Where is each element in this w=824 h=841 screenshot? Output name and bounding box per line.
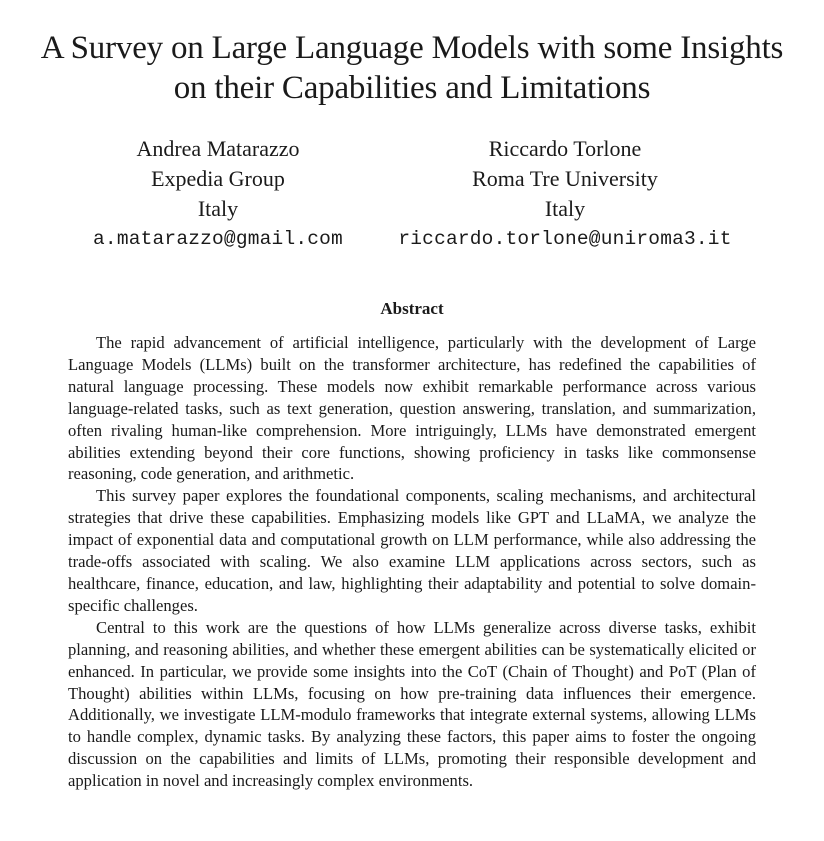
author-name: Andrea Matarazzo	[136, 136, 300, 161]
paper-title-line-1: A Survey on Large Language Models with some Insights	[40, 30, 784, 66]
abstract-paragraph-2: This survey paper explores the foundational components, scaling mechanisms, and architectural strategies that drive these capabilities. Emphasizing models like GPT and LLaMA, we analyze the impact of exponential data and computational growth on LLM performance, while also addressing the trade-offs associated with scaling. We also examine LLM applications across sectors, such as healthcare, finance, education, and law, highlighting their adaptability and potential to solve domain-specific challenges.	[68, 486, 756, 615]
author-affiliation: Roma Tre University	[472, 166, 658, 191]
author-country: Italy	[197, 196, 239, 221]
abstract-paragraph-1: The rapid advancement of artificial intelligence, particularly with the development of Large Language Models (LLMs) built on the transformer architecture, has redefined the capabilities of natural language processing. These models now exhibit remarkable performance across various language-related tasks, such as text generation, question answering, translation, and summarization, often rivaling human-like comprehension. More intriguingly, LLMs have demonstrated emergent abilities extending beyond their core functions, showing proficiency in tasks like commonsense reasoning, code generation, and arithmetic.	[68, 333, 756, 484]
abstract-paragraph-3: Central to this work are the questions of how LLMs generalize across diverse tasks, exhibit planning, and reasoning abilities, and whether these emergent abilities can be systematically elicited or enhanced. In particular, we provide some insights into the CoT (Chain of Thought) and PoT (Plan of Thought) abilities within LLMs, focusing on how pre-training data influences their emergence. Additionally, we investigate LLM-modulo frameworks that integrate external systems, allowing LLMs to handle complex, dynamic tasks. By analyzing these factors, this paper aims to foster the ongoing discussion on the capabilities and limits of LLMs, promoting their responsible development and application in novel and increasingly complex environments.	[68, 617, 756, 791]
author-block-1	[68, 134, 368, 254]
author-country: Italy	[544, 196, 586, 221]
author-name: Riccardo Torlone	[488, 136, 642, 161]
author-email: a.matarazzo@gmail.com	[93, 228, 343, 250]
abstract-heading: Abstract	[380, 299, 444, 318]
author-email: riccardo.torlone@uniroma3.it	[398, 228, 732, 250]
paper-title-line-2: on their Capabilities and Limitations	[173, 70, 651, 106]
author-block-2	[390, 134, 740, 254]
paper-title	[0, 28, 824, 108]
abstract-body	[68, 332, 756, 792]
author-affiliation: Expedia Group	[151, 166, 285, 191]
